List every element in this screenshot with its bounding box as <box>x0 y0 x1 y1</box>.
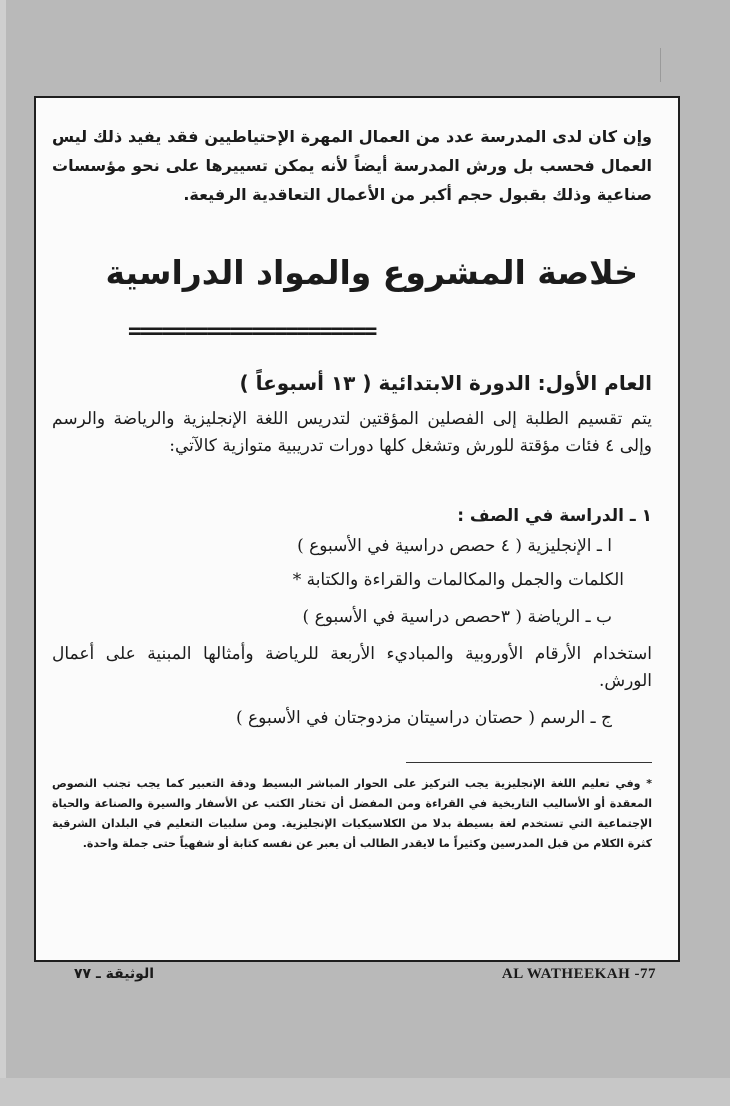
intro-paragraph: وإن كان لدى المدرسة عدد من العمال المهرة الإحتياطيين فقد يفيد ذلك ليس العمال فحسب بل ورش المدرسة أيضاً لأنه يمكن تسييرها على نحو مؤسسات صناعية وذلك بقبول حجم أكبر من الأعمال التعاقدية الرفيعة. <box>52 127 652 204</box>
english-detail: الكلمات والجمل والمكالمات والقراءة والكتابة * <box>292 570 624 590</box>
footer-page-label-latin: AL WATHEEKAH -77 <box>501 966 656 982</box>
math-item: ب ـ الرياضة ( ٣حصص دراسية في الأسبوع ) <box>302 607 612 627</box>
footnote-rule <box>406 762 652 763</box>
scan-edge <box>0 0 6 1106</box>
page-title: خلاصة المشروع والمواد الدراسية <box>105 253 638 292</box>
classroom-heading: ١ ـ الدراسة في الصف : <box>457 506 652 526</box>
drawing-item: ج ـ الرسم ( حصتان دراسيتان مزدوجتان في الأسبوع ) <box>236 708 612 728</box>
footer-page-label-arabic: الوثيقة ـ ٧٧ <box>74 966 154 982</box>
math-detail: استخدام الأرقام الأوروبية والمباديء الأربعة للرياضة وأمثالها المبنية على أعمال الورش. <box>52 644 652 691</box>
year-one-body: يتم تقسيم الطلبة إلى الفصلين المؤقتين لتدريس اللغة الإنجليزية والرياضة والرسم وإلى ٤ فئات مؤقتة للورش وتشغل كلها دورات تدريبية متوازية كالآتي: <box>52 409 652 456</box>
scan-bottom-band <box>0 1078 730 1106</box>
document-page <box>34 96 680 962</box>
year-one-heading: العام الأول: الدورة الابتدائية ( ١٣ أسبوعاً ) <box>239 371 652 395</box>
scan-mark <box>660 48 661 82</box>
footnote: * وفي تعليم اللغة الإنجليزية يجب التركيز على الحوار المباشر البسيط ودقة التعبير كما يجب تجنب النصوص المعقدة أو الأساليب التاريخية في القراءة ومن المفضل أن تختار الكتب عن الأسفار والسيرة والصناعة والحياة الإجتماعية التي تستخدم لغة بسيطة بدلا من الكلاسيكيات الإنجليزية. ومن سلبيات التعليم في البلدان الشرقية كثرة الكلام من قبل المدرسين وكثيراً ما لايقدر الطالب أن يعبر عن نفسه كتابة أو شفهياً حتى جملة واحدة. <box>52 777 652 850</box>
english-item: ا ـ الإنجليزية ( ٤ حصص دراسية في الأسبوع ) <box>297 536 612 556</box>
title-divider: ====================== <box>128 319 376 344</box>
